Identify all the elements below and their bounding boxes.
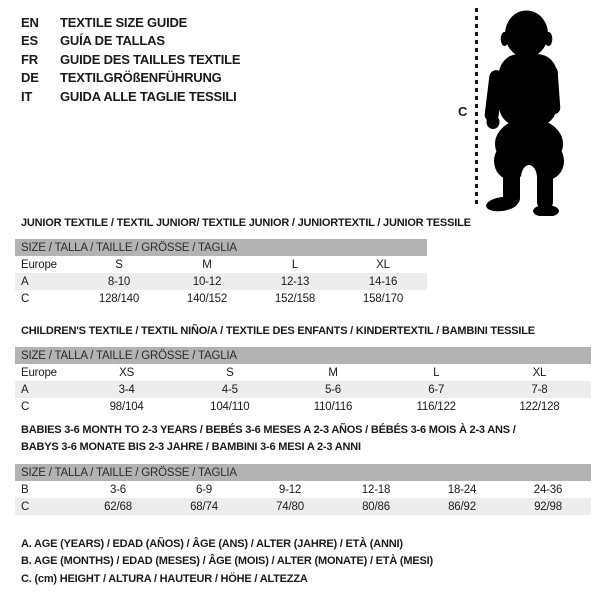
table-cell: 92/98: [534, 500, 562, 513]
row-label: C: [21, 400, 30, 413]
table-cell: 9-12: [278, 483, 302, 496]
language-row-it: [21, 87, 240, 106]
table-cell: 128/140: [98, 292, 140, 305]
table-row-europe: [15, 256, 427, 273]
table-row-age-months: [15, 481, 591, 498]
children-size-table: [15, 347, 591, 415]
language-row-en: [21, 13, 240, 32]
legend-age-years: A. AGE (YEARS) / EDAD (AÑOS) / ÂGE (ANS) / ALTER (JAHRE) / ETÀ (ANNI): [21, 538, 403, 550]
table-cell: M: [202, 258, 212, 271]
table-cell: 158/170: [362, 292, 404, 305]
row-label: C: [21, 500, 30, 513]
size-header-row: SIZE / TALLA / TAILLE / GRÖSSE / TAGLIA: [15, 239, 427, 256]
guide-title: TEXTILE SIZE GUIDE: [60, 14, 188, 30]
children-table-title: CHILDREN'S TEXTILE / TEXTIL NIÑO/A / TEXTILE DES ENFANTS / KINDERTEXTIL / BAMBINI TESSILE: [21, 325, 535, 337]
table-cell: 10-12: [192, 275, 222, 288]
toddler-silhouette-icon: [483, 4, 593, 216]
language-row-de: [21, 69, 240, 88]
table-cell: 68/74: [190, 500, 218, 513]
table-cell: 62/68: [104, 500, 132, 513]
table-cell: 4-5: [221, 383, 238, 396]
language-row-es: [21, 32, 240, 51]
table-cell: 3-4: [118, 383, 135, 396]
junior-size-table: [15, 239, 427, 307]
guide-title: GUIDE DES TAILLES TEXTILE: [60, 51, 241, 67]
table-cell: 152/158: [274, 292, 316, 305]
babies-title-line1: BABIES 3-6 MONTH TO 2-3 YEARS / BEBÉS 3-6 MESES A 2-3 AÑOS / BÉBÉS 3-6 MOIS À 2-3 ANS /: [21, 424, 516, 436]
table-cell: 116/122: [416, 400, 456, 413]
junior-table-title: JUNIOR TEXTILE / TEXTIL JUNIOR/ TEXTILE JUNIOR / JUNIORTEXTIL / JUNIOR TESSILE: [21, 217, 471, 229]
row-label: B: [21, 483, 29, 496]
row-label: Europe: [21, 258, 57, 271]
legend-age-months: B. AGE (MONTHS) / EDAD (MESES) / ÂGE (MOIS) / ALTER (MONATE) / ETÀ (MESI): [21, 555, 433, 568]
language-code: IT: [21, 88, 33, 104]
table-cell: L: [433, 366, 440, 379]
language-code: FR: [21, 51, 38, 67]
height-measure-label: C: [458, 104, 468, 119]
table-cell: 122/128: [519, 400, 560, 413]
table-cell: 98/104: [109, 400, 144, 413]
table-cell: XL: [532, 366, 547, 379]
table-cell: 140/152: [186, 292, 228, 305]
guide-title: TEXTILGRÖßENFÜHRUNG: [60, 70, 222, 86]
table-cell: 5-6: [324, 383, 342, 396]
table-cell: 74/80: [276, 500, 304, 513]
table-cell: 86/92: [448, 500, 476, 513]
table-cell: 6-7: [428, 383, 445, 396]
row-label: A: [21, 275, 29, 288]
table-cell: 18-24: [447, 483, 477, 496]
height-measure-dashed-line: [475, 8, 478, 207]
babies-size-table: [15, 464, 591, 515]
table-cell: 24-36: [533, 483, 563, 496]
table-row-age-years: [15, 381, 591, 398]
table-cell: 104/110: [210, 400, 250, 413]
height-figure: [450, 0, 600, 220]
table-row-europe: [15, 364, 591, 381]
size-header-row: SIZE / TALLA / TAILLE / GRÖSSE / TAGLIA: [15, 464, 591, 481]
language-code: DE: [21, 70, 39, 86]
guide-title: GUIDA ALLE TAGLIE TESSILI: [60, 88, 237, 104]
table-row-height: [15, 498, 591, 515]
row-label: Europe: [21, 366, 57, 379]
table-cell: 7-8: [531, 383, 548, 396]
table-cell: 110/116: [313, 400, 353, 413]
language-title-list: [21, 13, 240, 106]
language-row-fr: [21, 50, 240, 69]
table-cell: 3-6: [109, 483, 127, 496]
guide-title: GUÍA DE TALLAS: [60, 33, 165, 49]
table-cell: S: [226, 366, 234, 379]
table-cell: XL: [376, 258, 390, 271]
row-label: A: [21, 383, 29, 396]
table-row-height: [15, 290, 427, 307]
table-cell: 80/86: [362, 500, 390, 513]
row-label: C: [21, 292, 30, 305]
table-cell: 12-18: [361, 483, 391, 496]
table-cell: 14-16: [368, 275, 398, 288]
table-cell: 8-10: [107, 275, 131, 288]
legend-height: C. (cm) HEIGHT / ALTURA / HAUTEUR / HÖHE / ALTEZZA: [21, 572, 308, 585]
language-code: EN: [21, 14, 39, 30]
table-cell: M: [328, 366, 338, 379]
language-code: ES: [21, 33, 38, 49]
table-cell: XS: [119, 366, 135, 379]
size-header-row: SIZE / TALLA / TAILLE / GRÖSSE / TAGLIA: [15, 347, 591, 364]
table-cell: 12-13: [280, 275, 310, 288]
table-cell: S: [115, 258, 123, 271]
babies-title-line2: BABYS 3-6 MONATE BIS 2-3 JAHRE / BAMBINI 3-6 MESI A 2-3 ANNI: [21, 441, 361, 453]
table-row-age-years: [15, 273, 427, 290]
babies-table-title: [21, 422, 516, 456]
measure-legend: [21, 536, 433, 588]
table-cell: 6-9: [195, 483, 213, 496]
table-cell: L: [291, 258, 299, 271]
table-row-height: [15, 398, 591, 415]
